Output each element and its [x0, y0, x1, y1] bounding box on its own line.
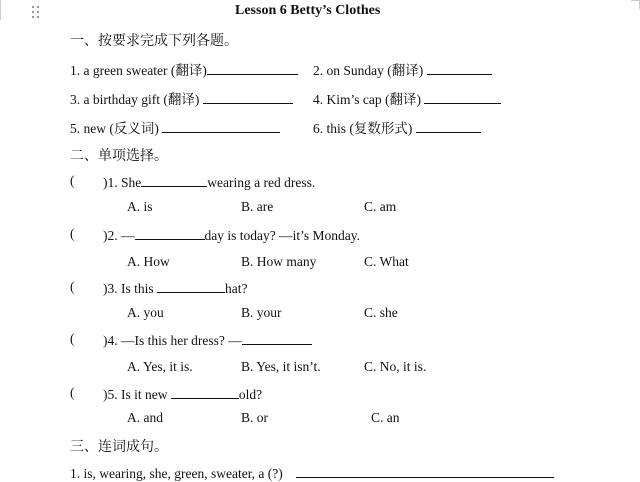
q1-answer-paren[interactable]: ( — [70, 173, 75, 188]
s1-item-5 — [70, 117, 280, 137]
q2-option-b[interactable]: B. How many — [241, 254, 317, 269]
q3-option-c[interactable]: C. she — [364, 305, 398, 320]
answer-blank[interactable] — [424, 90, 501, 104]
q4-stem — [103, 331, 312, 349]
page-left-edge — [0, 0, 3, 20]
q3-option-b[interactable]: B. your — [241, 305, 282, 320]
q3-stem — [103, 279, 248, 297]
s3-item-1-text: 1. is, wearing, she, green, sweater, a (?) — [70, 466, 283, 481]
drag-handle-icon[interactable] — [32, 6, 42, 22]
q1-post: wearing a red dress. — [207, 175, 316, 190]
section1-heading: 一、按要求完成下列各题。 — [70, 33, 238, 49]
q4-option-a[interactable]: A. Yes, it is. — [127, 359, 193, 374]
s1-item-4 — [313, 88, 501, 108]
q4-answer-paren[interactable]: ( — [70, 331, 75, 346]
s1-item-6 — [313, 117, 481, 137]
q1-stem — [103, 173, 315, 191]
s1-item-1 — [70, 59, 298, 79]
q3-answer-paren[interactable]: ( — [70, 279, 75, 294]
q5-stem — [103, 385, 262, 403]
s1-item-3 — [70, 88, 293, 108]
answer-blank[interactable] — [171, 385, 239, 399]
section3-heading: 三、连词成句。 — [70, 439, 168, 455]
q2-option-a[interactable]: A. How — [127, 254, 170, 269]
q4-option-b[interactable]: B. Yes, it isn’t. — [241, 359, 321, 374]
q1-option-c[interactable]: C. am — [364, 199, 397, 214]
answer-blank[interactable] — [416, 119, 481, 133]
q4-option-c[interactable]: C. No, it is. — [364, 359, 427, 374]
answer-blank[interactable] — [296, 464, 554, 478]
q2-option-c[interactable]: C. What — [364, 254, 409, 269]
q5-option-a[interactable]: A. and — [127, 410, 163, 425]
q1-option-a[interactable]: A. is — [127, 199, 153, 214]
page-title: Lesson 6 Betty’s Clothes — [235, 3, 381, 18]
s1-item-3-text: 3. a birthday gift (翻译) — [70, 92, 200, 107]
q1-pre: )1. She — [103, 175, 142, 190]
q2-stem — [103, 226, 360, 244]
q3-post: hat? — [225, 281, 248, 296]
section2-heading: 二、单项选择。 — [70, 148, 168, 164]
answer-blank[interactable] — [427, 61, 492, 75]
page-corner-mark — [631, 0, 640, 9]
q3-option-a[interactable]: A. you — [127, 305, 164, 320]
s1-item-4-text: 4. Kim’s cap (翻译) — [313, 92, 421, 107]
s1-item-2-text: 2. on Sunday (翻译) — [313, 63, 424, 78]
q5-pre: )5. Is it new — [103, 387, 168, 402]
answer-blank[interactable] — [135, 226, 205, 240]
q2-answer-paren[interactable]: ( — [70, 226, 75, 241]
q5-option-b[interactable]: B. or — [241, 410, 268, 425]
answer-blank[interactable] — [157, 279, 225, 293]
q1-option-b[interactable]: B. are — [241, 199, 274, 214]
s3-item-1 — [70, 464, 554, 482]
answer-blank[interactable] — [203, 90, 293, 104]
answer-blank[interactable] — [162, 119, 280, 133]
q5-option-c[interactable]: C. an — [371, 410, 400, 425]
q2-post: day is today? —it’s Monday. — [204, 228, 360, 243]
q5-post: old? — [238, 387, 263, 402]
s1-item-5-text: 5. new (反义词) — [70, 121, 159, 136]
s1-item-2 — [313, 59, 492, 79]
q3-pre: )3. Is this — [103, 281, 154, 296]
q4-pre: )4. —Is this her dress? — — [103, 333, 242, 348]
s1-item-6-text: 6. this (复数形式) — [313, 121, 413, 136]
q2-pre: )2. — — [103, 228, 135, 243]
q5-answer-paren[interactable]: ( — [70, 385, 75, 400]
s1-item-1-text: 1. a green sweater (翻译) — [70, 63, 207, 78]
answer-blank[interactable] — [207, 61, 298, 75]
answer-blank[interactable] — [141, 173, 207, 187]
answer-blank[interactable] — [242, 331, 312, 345]
